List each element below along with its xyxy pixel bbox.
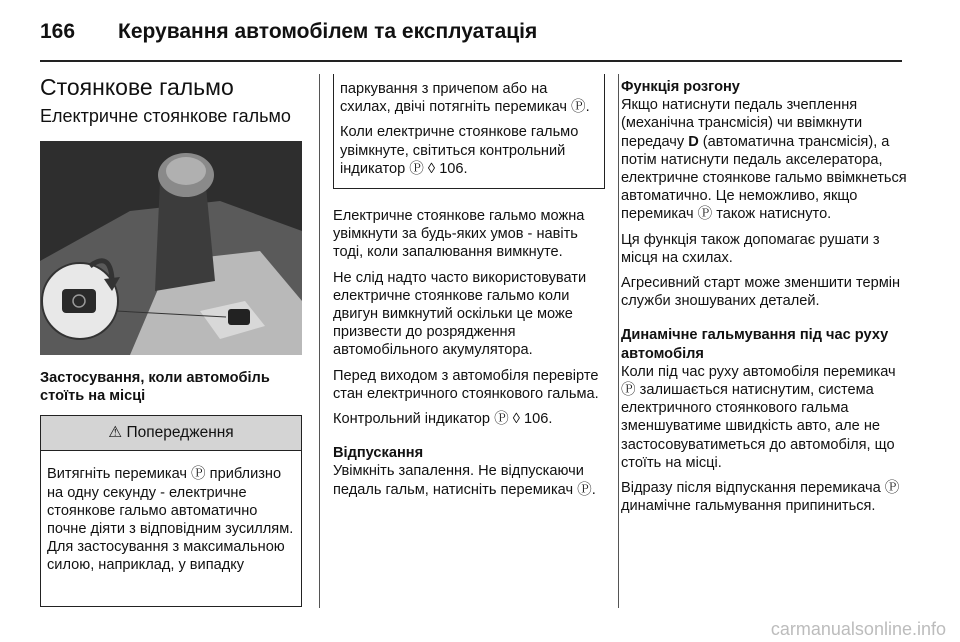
- column-3: [621, 78, 907, 522]
- paragraph: Електричне стоянкове гальмо можна увімкнути за будь-яких умов - навіть тоді, коли запалювання вимкнуте.: [333, 208, 585, 261]
- header-rule: [40, 60, 902, 62]
- warning-header: [41, 416, 301, 451]
- gear-d-label: D: [688, 133, 699, 150]
- section-heading: Стоянкове гальмо: [40, 74, 234, 100]
- dynamic-braking-heading: Динамічне гальмування під час руху автомобіля: [621, 327, 889, 362]
- warning-title: Попередження: [126, 424, 234, 442]
- drive-away-heading: Функція розгону: [621, 79, 740, 95]
- paragraph-part: Якщо натиснути педаль зчеплення (механічна трансмісія) чи ввімкнути передачу: [621, 97, 863, 150]
- paragraph-part: (автоматична трансмісія), а потім натиснути педаль акселератора, електричне стоянкове гальмо ввімкнеться автоматично. Це неможливо, якщо перемикач Ⓟ також натиснуто.: [621, 133, 907, 223]
- indicator-text: Коли електричне стоянкове гальмо увімкнуте, світиться контрольний індикатор Ⓟ ◊ 106.: [340, 124, 579, 177]
- watermark: carmanualsonline.info: [770, 619, 946, 639]
- applying-subheading: Застосування, коли автомобіль стоїть на місці: [40, 370, 270, 405]
- warning-continued-text: паркування з причепом або на схилах, двічі потягніть перемикач Ⓟ.: [340, 81, 590, 116]
- gear-console-illustration: [40, 141, 302, 355]
- paragraph: Не слід надто часто використовувати електричне стоянкове гальмо коли двигун вимкнутий оскільки це може призвести до розрядження автомобільного акумулятора.: [333, 269, 587, 359]
- warning-box: [40, 415, 302, 607]
- column-divider-1: [319, 74, 320, 608]
- paragraph: Контрольний індикатор Ⓟ ◊ 106.: [333, 411, 553, 428]
- parking-brake-photo: [40, 141, 302, 355]
- paragraph: Відразу після відпускання перемикача Ⓟ динамічне гальмування припиниться.: [621, 480, 900, 515]
- column-divider-2: [618, 74, 619, 608]
- paragraph: [621, 96, 907, 223]
- paragraph: Коли під час руху автомобіля перемикач Ⓟ залишається натиснутим, система електричного стоянкового гальма зменшуватиме швидкість авто, але не застосовуватиметься до автомобіля, що стоїть на місці.: [621, 363, 896, 471]
- paragraph: Агресивний старт може зменшити термін служби зношуваних деталей.: [621, 275, 901, 310]
- warning-box-continued: [333, 74, 605, 189]
- page-title: Керування автомобілем та експлуатація: [118, 20, 538, 43]
- release-heading: Відпускання: [333, 445, 424, 462]
- column-1: [40, 74, 302, 607]
- paragraph: Ця функція також допомагає рушати з місця на схилах.: [621, 231, 880, 266]
- release-text: Увімкніть запалення. Не відпускаючи педаль гальм, натисніть перемикач Ⓟ.: [333, 463, 596, 498]
- column-2: [333, 74, 605, 506]
- paragraph: Перед виходом з автомобіля перевірте стан електричного стоянкового гальма.: [333, 367, 599, 402]
- page-number: 166: [40, 20, 76, 43]
- section-subheading: Електричне стоянкове гальмо: [40, 106, 291, 126]
- warning-triangle-icon: ⚠: [108, 424, 123, 442]
- warning-text: Витягніть перемикач Ⓟ приблизно на одну секунду - електричне стоянкове гальмо автоматично почне діяти з відповідним зусиллям. Для застосування з максимальною силою, наприклад, у випадку: [47, 466, 294, 574]
